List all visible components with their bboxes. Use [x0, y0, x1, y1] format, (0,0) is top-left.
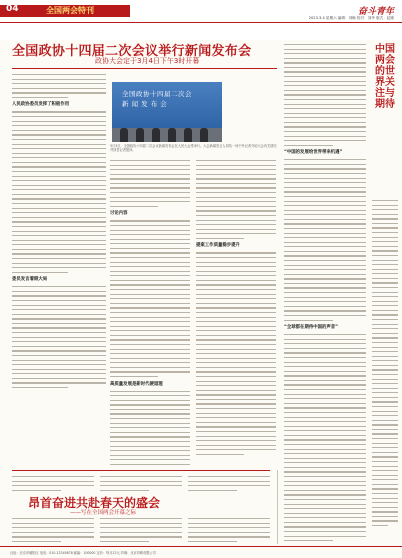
column-subhead: 提案工作质量稳步提升 [196, 243, 240, 249]
section-rule [12, 470, 270, 471]
column-subhead: 讨论内容 [110, 211, 128, 217]
section-label: 全国两会特刊 [46, 6, 94, 15]
column-subhead: 委员发言着眼大局 [12, 277, 48, 283]
photo-caption: 3月3日，全国政协十四届二次会议新闻发布会在人民大会堂举行。大会新闻发言人刘结一向中外记者介绍大会有关情况并回答记者提问。 [110, 144, 277, 153]
paper-meta: 2023.3.4 星期六 编辑：刘畅 校对：刘华 版式：赵刚 [308, 16, 394, 20]
vertical-column-title: 中国两会的世界关注与期待 [375, 44, 395, 110]
photo-speakers [112, 128, 222, 142]
page-footer: 社址：北京市朝阳区 电话：010-12345678 邮编：100000 定价：每月12元 印刷：北京印刷有限公司 [0, 546, 402, 558]
article-headline: 全国政协十四届二次会议举行新闻发布会 [12, 44, 252, 59]
conference-photo [112, 82, 222, 128]
banner-rule [0, 22, 402, 23]
article-subtitle: 政协大会定于3月4日下午3时开幕 [95, 57, 200, 65]
text-column-2 [110, 160, 190, 468]
text-column-3 [196, 160, 276, 458]
text-column-1 [12, 74, 106, 392]
bottom-column-6 [188, 518, 270, 545]
column-subhead: 高质量发展是新时代硬道理 [110, 381, 163, 387]
bottom-column-3 [188, 476, 270, 494]
page-number: 04 [6, 4, 19, 14]
column-subhead: “全球都在期待中国的声音” [284, 325, 339, 331]
feature-headline: 昂首奋进共赴春天的盛会 [28, 496, 161, 510]
paper-name: 奋斗青年 [357, 7, 394, 17]
photo-banner-line-2: 新 闻 发 布 会 [122, 100, 168, 108]
photo-banner-line-1: 全国政协十四届二次会 [122, 90, 192, 98]
bottom-column-1 [12, 476, 94, 494]
text-column-5 [372, 200, 398, 530]
column-subhead: 人民政协委员发挥了积极作用 [12, 102, 70, 108]
feature-subtitle: ——写在全国两会开幕之际 [70, 510, 137, 516]
masthead-banner [0, 0, 402, 40]
headline-rule [12, 68, 277, 69]
column-subhead: “中国的发展给世界带来机遇” [284, 150, 343, 156]
bottom-column-4 [12, 518, 94, 545]
bottom-column-5 [100, 518, 182, 545]
text-column-4 [284, 44, 366, 545]
bottom-column-2 [100, 476, 182, 494]
column-rule [277, 470, 278, 544]
